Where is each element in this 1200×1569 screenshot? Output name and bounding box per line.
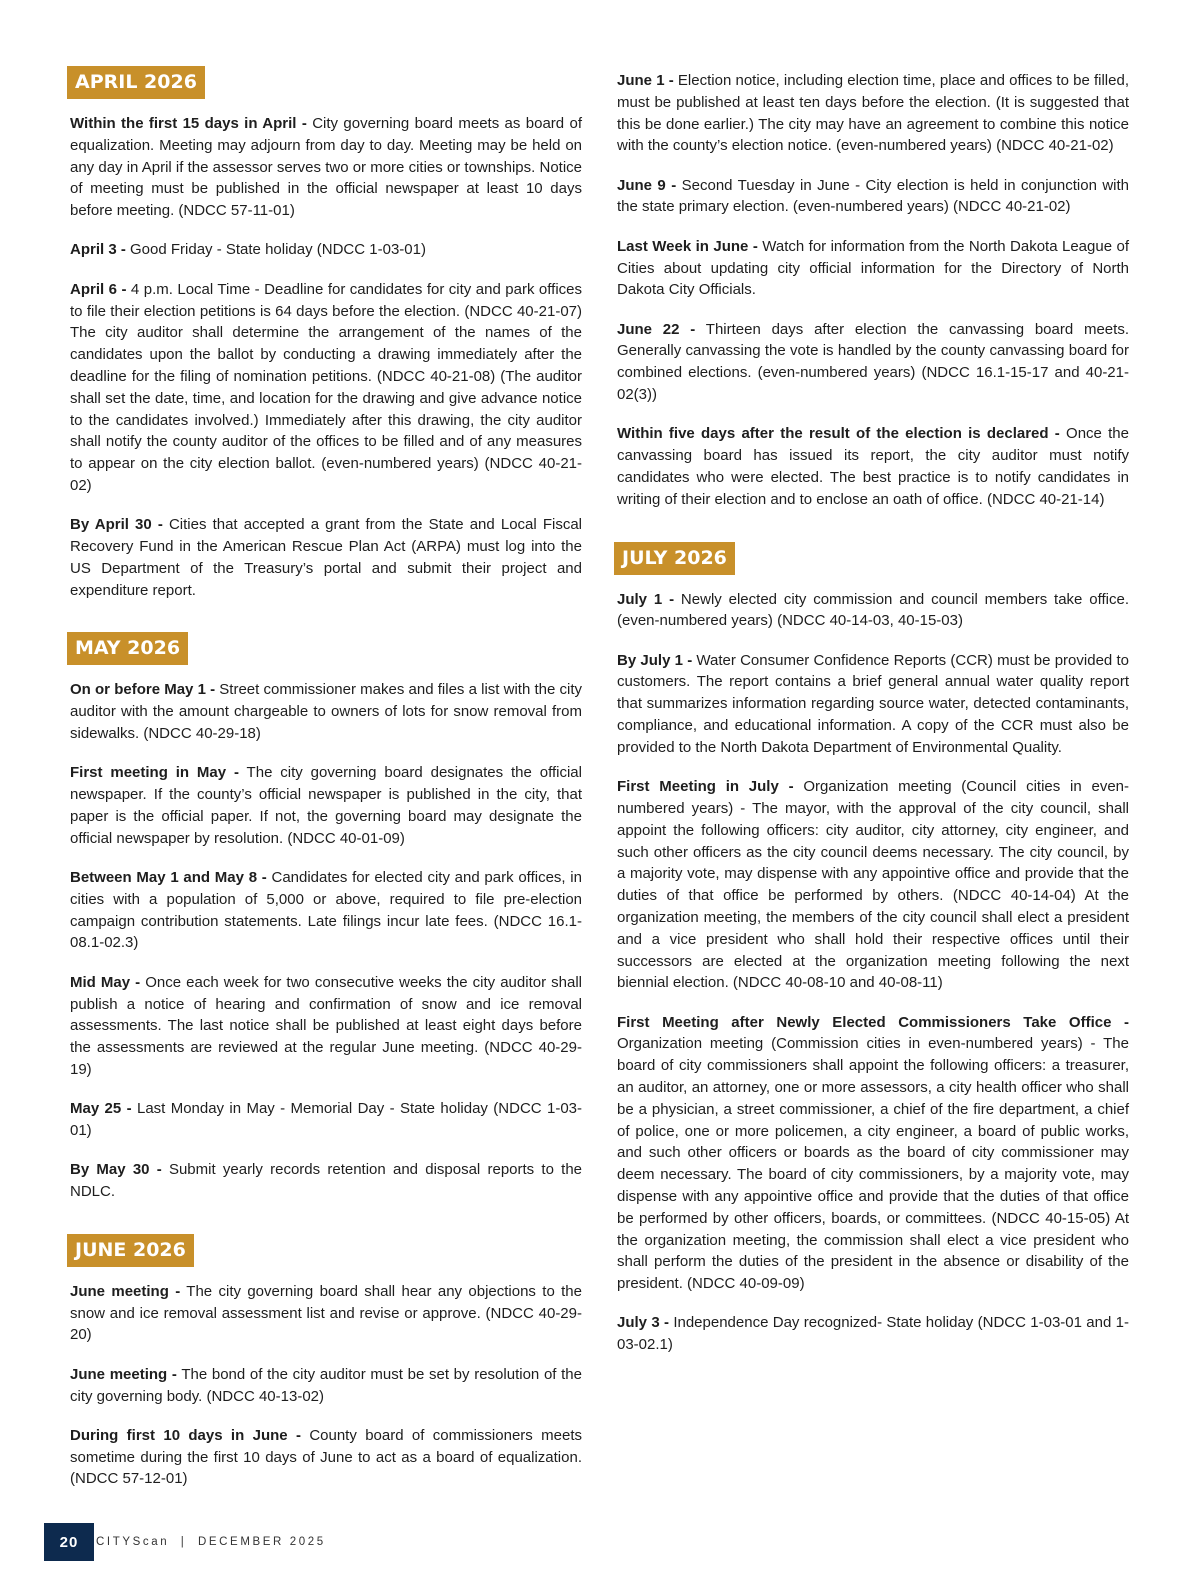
calendar-entry: May 25 - Last Monday in May - Memorial Day - State holiday (NDCC 1-03-01)	[70, 1100, 583, 1139]
calendar-entry: July 3 - Independence Day recognized- State holiday (NDCC 1-03-01 and 1-03-02.1)	[617, 1314, 1129, 1354]
page-number: 20	[44, 1523, 94, 1561]
publication-info: CITYScan | DECEMBER 2025	[96, 1536, 326, 1548]
calendar-entry: July 1 - Newly elected city commission and council members take office. (even-numbered years) (NDCC 40-14-03, 40-15-03)	[617, 590, 1130, 630]
calendar-entry: April 3 - Good Friday - State holiday (NDCC 1-03-01)	[70, 241, 426, 259]
calendar-entry: June 9 - Second Tuesday in June - City election is held in conjunction with the state primary election. (even-numbered years) (NDCC 40-21-02)	[617, 176, 1130, 216]
right-column	[617, 70, 1129, 1374]
calendar-entry: First Meeting after Newly Elected Commissioners Take Office - Organization meeting (Commission cities in even-numbered years) - The board of city commissioners shall appoint the following officers: a treasurer, an auditor, an attorney, one or more assessors, a city health officer who shall be a physician, a street commissioner, a chief of the fire department, a chief of police, one or more policemen, a city engineer, a board of public works, and such other officers or boards as the board of city commissioner may deem necessary. The board of city commissioners, by a majority vote, may dispense with any appointive office and provide that the duties of that office be performed by other officers, boards, or committees. (NDCC 40-15-05) At the organization meeting, the commission shall elect a vice president who shall perform the duties of the president in the absence or disability of the president. (NDCC 40-09-09)	[617, 1013, 1129, 1293]
calendar-entry: Within the first 15 days in April - City governing board meets as board of equalization. Meeting may adjourn from day to day. Meeting may be held on any day in April if the assessor serves two or more cities or townships. Notice of meeting must be published in the official newspaper at least 10 days before meeting. (NDCC 57-11-01)	[70, 115, 582, 220]
calendar-entry: Within five days after the result of the election is declared - Once the canvassing board has issued its report, the city auditor must notify candidates who were elected. The best practice is to notify candidates in writing of their election and to enclose an oath of office. (NDCC 40-21-14)	[617, 425, 1129, 508]
calendar-entry: Mid May - Once each week for two consecutive weeks the city auditor shall publish a notice of hearing and confirmation of snow and ice removal assessments. The last notice shall be published at least eight days before the assessments are reviewed at the regular June meeting. (NDCC 40-29-19)	[70, 973, 582, 1078]
calendar-entry: June meeting - The bond of the city auditor must be set by resolution of the city governing body. (NDCC 40-13-02)	[70, 1365, 582, 1405]
calendar-entry: June meeting - The city governing board shall hear any objections to the snow and ice removal assessment list and revise or approve. (NDCC 40-29-20)	[70, 1282, 582, 1344]
calendar-entry: Last Week in June - Watch for information from the North Dakota League of Cities about updating city official information for the Directory of North Dakota City Officials.	[617, 237, 1129, 299]
calendar-entry: By May 30 - Submit yearly records retention and disposal reports to the NDLC.	[70, 1161, 582, 1201]
section-heading-july: JULY 2026	[614, 542, 735, 575]
page-footer	[44, 1523, 326, 1561]
section-heading-june: JUNE 2026	[67, 1234, 194, 1267]
calendar-entry: By July 1 - Water Consumer Confidence Reports (CCR) must be provided to customers. The report contains a brief general annual water quality report that summarizes information regarding source water, detected contaminants, compliance, and educational information. A copy of the CCR must also be provided to the North Dakota Department of Environmental Quality.	[617, 651, 1129, 756]
calendar-entry: By April 30 - Cities that accepted a grant from the State and Local Fiscal Recovery Fund in the American Rescue Plan Act (ARPA) must log into the US Department of the Treasury’s portal and submit their project and expenditure report.	[70, 516, 583, 599]
calendar-entry: During first 10 days in June - County board of commissioners meets sometime during the first 10 days of June to act as a board of equalization. (NDCC 57-12-01)	[70, 1426, 582, 1488]
calendar-entry: June 22 - Thirteen days after election the canvassing board meets. Generally canvassing the vote is handled by the county canvassing board for combined elections. (even-numbered years) (NDCC 16.1-15-17 and 40-21-02(3))	[617, 320, 1129, 404]
left-column	[70, 66, 582, 1508]
calendar-entry: Between May 1 and May 8 - Candidates for elected city and park offices, in cities with a population of 5,000 or above, required to file pre-election campaign contribution statements. Late filings incur late fees. (NDCC 16.1-08.1-02.3)	[70, 869, 582, 952]
calendar-entry: First meeting in May - The city governing board designates the official newspaper. If the county’s official newspaper is published in the city, that paper is the official paper. If not, the governing board may designate the official newspaper by resolution. (NDCC 40-01-09)	[70, 764, 582, 847]
calendar-entry: First Meeting in July - Organization meeting (Council cities in even-numbered years) - The mayor, with the approval of the city council, shall appoint the following officers: city auditor, city attorney, city engineer, and such other officers as the city council deems necessary. The city council, by a majority vote, may dispense with any appointive office and provide that the duties of that office be performed by others. (NDCC 40-14-04) At the organization meeting, the members of the city council shall elect a president and a vice president who shall hold their respective offices until their successors are elected at the organization meeting following the next biennial election. (NDCC 40-08-10 and 40-08-11)	[617, 778, 1130, 992]
calendar-entry: June 1 - Election notice, including election time, place and offices to be filled, must be published at least ten days before the election. (It is suggested that this be done earlier.) The city may have an agreement to combine this notice with the county’s election notice. (even-numbered years) (NDCC 40-21-02)	[617, 72, 1129, 155]
section-heading-april: APRIL 2026	[67, 66, 205, 99]
calendar-entry: On or before May 1 - Street commissioner makes and files a list with the city auditor with the amount chargeable to owners of lots for snow removal from sidewalks. (NDCC 40-29-18)	[70, 681, 583, 743]
calendar-entry: April 6 - 4 p.m. Local Time - Deadline for candidates for city and park offices to file their election petitions is 64 days before the election. (NDCC 40-21-07) The city auditor shall determine the arrangement of the names of the candidates upon the ballot by conducting a drawing immediately after the deadline for the filing of nomination petitions. (NDCC 40-21-08) (The auditor shall set the date, time, and location for the drawing and give advance notice to the candidates involved.) Immediately after this drawing, the city auditor shall notify the county auditor of the offices to be filled and of any measures to appear on the city election ballot. (even-numbered years) (NDCC 40-21-02)	[70, 280, 582, 494]
section-heading-may: MAY 2026	[67, 632, 188, 665]
